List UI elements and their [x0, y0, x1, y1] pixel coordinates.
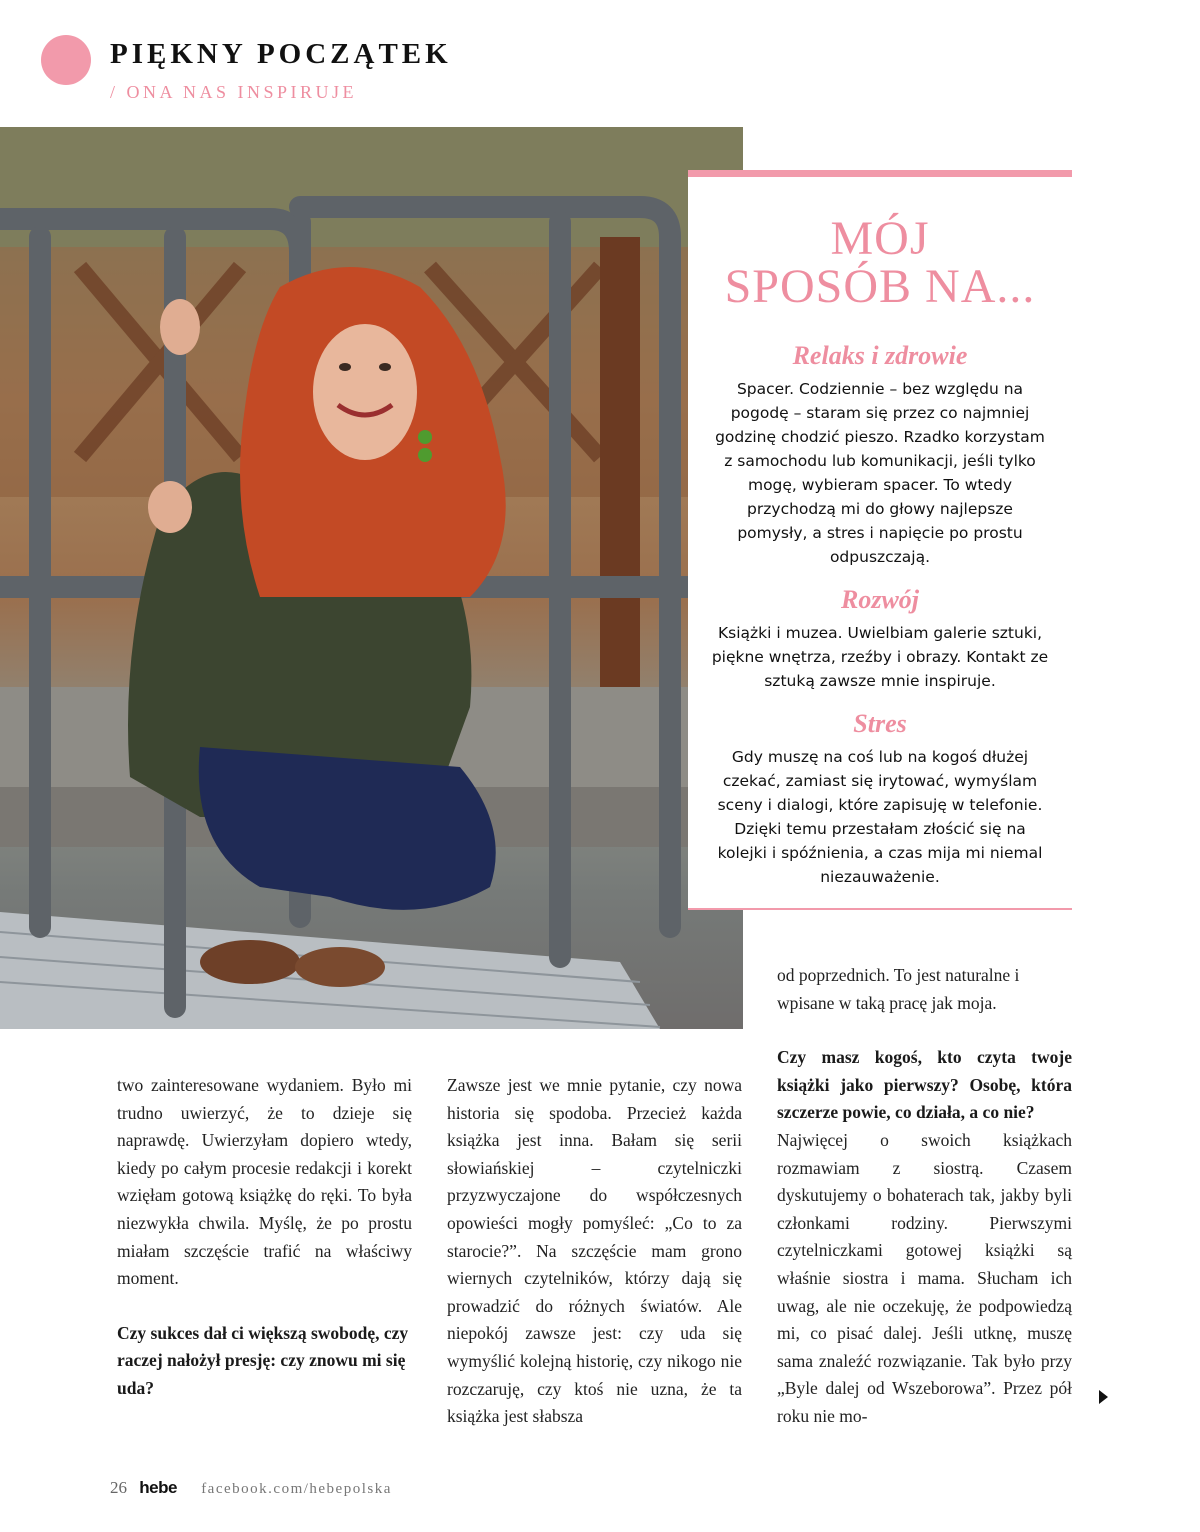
column3-paragraph: Najwięcej o swoich książkach rozmawiam z siostrą. Czasem dyskutujemy o bohaterach tak, jakby byli członkami rodziny. Pierwszymi czytelniczkami gotowej książki są właśnie siostra i mama. Słucham ich uwag, ale nie oczekuję, że podpowiedzą mi, co pisać dalej. Jeśli utknę, muszę sama znaleźć rozwiązanie. Tak było przy „Byle dalej od Wszeborowa”. Przez pół roku nie mo- [777, 1129, 1072, 1426]
column3-question: Czy masz kogoś, kto czyta twoje książki jako pierwszy? Osobę, która szczerze powie, co działa, a co nie? [777, 1047, 1072, 1123]
spacer [777, 1017, 1072, 1044]
column1-question: Czy sukces dał ci większą swobodę, czy raczej nałożył presję: czy znowu mi się uda? [117, 1322, 409, 1398]
sidebar-box [688, 170, 1072, 910]
sidebar-heading-stress: Stres [853, 709, 907, 738]
article-column-1 [117, 1072, 412, 1403]
sidebar-title-line2: SPOSÓB NA... [724, 260, 1036, 313]
section-dot-icon [41, 35, 91, 85]
column3-paragraph-start: od poprzednich. To jest naturalne i wpisane w taką pracę jak moja. [777, 965, 1020, 1013]
sidebar-heading-relax: Relaks i zdrowie [792, 341, 968, 370]
page-footer [110, 1478, 392, 1498]
column2-paragraph: Zawsze jest we mnie pytanie, czy nowa historia się spodoba. Przecież każda książka jest inna. Bałam się serii słowiańskiej – czytelniczki przyzwyczajone do współczesnych opowieści mogły pomyśleć: „Co to za starocie?”. Na szczęście mam grono wiernych czytelników, którzy dają się prowadzić do różnych światów. Ale niepokój zawsze jest: czy uda się wymyślić kolejną historię, czy nikogo nie rozczaruję, czy ktoś nie uzna, że ta książka jest słabsza [447, 1075, 742, 1427]
woman-portrait-photo [0, 127, 743, 1029]
column1-paragraph: two zainteresowane wydaniem. Było mi trudno uwierzyć, że to dzieje się naprawdę. Uwierzyłam dopiero wtedy, kiedy po całym procesie redakcji i korekt wzięłam gotową książkę do ręki. To była niezwykła chwila. Myślę, że po prostu miałam szczęście trafić na właściwy moment. [117, 1075, 412, 1289]
sidebar-text-development: Książki i muzea. Uwielbiam galerie sztuki, piękne wnętrza, rzeźby i obrazy. Kontakt ze sztuką zawsze mnie inspiruje. [711, 624, 1049, 690]
sidebar-title-line1: MÓJ [830, 212, 930, 265]
section-title: PIĘKNY POCZĄTEK [110, 38, 452, 70]
article-column-3 [777, 962, 1072, 1431]
brand-logo: hebe [139, 1478, 177, 1497]
sidebar-title [688, 212, 1072, 313]
facebook-link[interactable]: facebook.com/hebepolska [201, 1481, 392, 1497]
page-number: 26 [110, 1478, 127, 1497]
sidebar-heading-development: Rozwój [840, 585, 920, 614]
section-subtitle: / ONA NAS INSPIRUJE [110, 82, 358, 102]
spacer [117, 1293, 412, 1320]
article-column-2 [447, 1072, 742, 1431]
sidebar-text-stress: Gdy muszę na coś lub na kogoś dłużej czekać, zamiast się irytować, wymyślam sceny i dialogi, które zapisuję w telefonie. Dzięki temu przestałam złościć się na kolejki i spóźnienia, a czas mija mi niemal niezauważenie. [717, 748, 1043, 886]
continue-arrow-icon [1099, 1390, 1108, 1404]
sidebar-text-relax: Spacer. Codziennie – bez względu na pogodę – staram się przez co najmniej godzinę chodzić pieszo. Rzadko korzystam z samochodu lub komunikacji, jeśli tylko mogę, wybieram spacer. To wtedy przychodzą mi do głowy najlepsze pomysły, a stres i napięcie po prostu odpuszczają. [715, 380, 1045, 566]
photo-illustration [0, 127, 743, 1029]
